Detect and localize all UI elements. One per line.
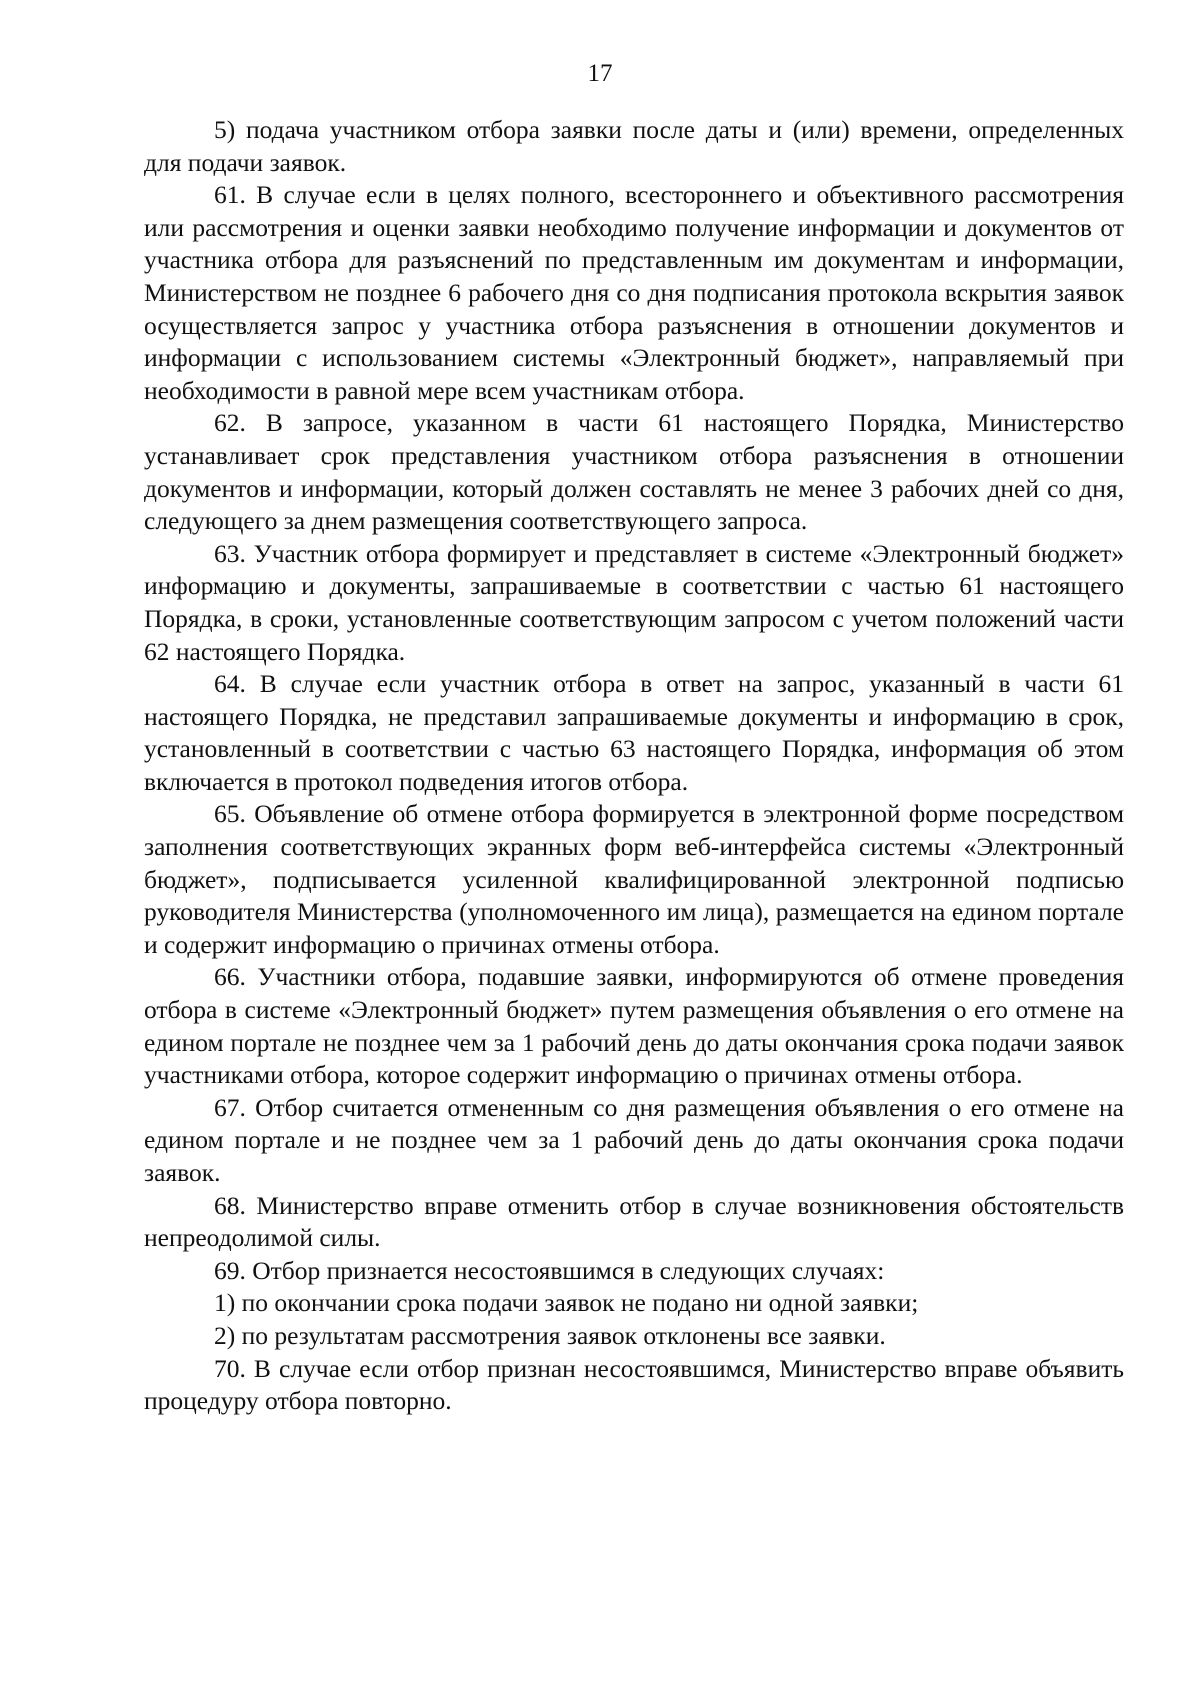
document-body — [144, 114, 1124, 1418]
paragraph-64: 64. В случае если участник отбора в ответ на запрос, указанный в части 61 настоящего Порядка, не представил запрашиваемые документы и информацию в срок, установленный в соответствии с частью 63 настоящего Порядка, информация об этом включается в протокол подведения итогов отбора. — [144, 669, 1124, 796]
paragraph-70: 70. В случае если отбор признан несостоявшимся, Министерство вправе объявить процедуру отбора повторно. — [144, 1353, 1124, 1416]
paragraph-69: 69. Отбор признается несостоявшимся в следующих случаях: — [214, 1255, 885, 1285]
paragraph-63: 63. Участник отбора формирует и представляет в системе «Электронный бюджет» информацию и документы, запрашиваемые в соответствии с частью 61 настоящего Порядка, в сроки, установленные соответствующим запросом с учетом положений части 62 настоящего Порядка. — [144, 538, 1124, 666]
paragraph-67: 67. Отбор считается отмененным со дня размещения объявления о его отмене на едином портале и не позднее чем за 1 рабочий день до даты окончания срока подачи заявок. — [144, 1092, 1124, 1187]
paragraph-69-item-1: 1) по окончании срока подачи заявок не подано ни одной заявки; — [214, 1288, 919, 1318]
paragraph-65: 65. Объявление об отмене отбора формируется в электронной форме посредством заполнения соответствующих экранных форм веб-интерфейса системы «Электронный бюджет», подписывается усиленной квалифицированной электронной подписью руководителя Министерства (уполномоченного им лица), размещается на едином портале и содержит информацию о причинах отмены отбора. — [144, 799, 1124, 959]
paragraph-69-item-2: 2) по результатам рассмотрения заявок отклонены все заявки. — [214, 1320, 886, 1350]
paragraph-62: 62. В запросе, указанном в части 61 настоящего Порядка, Министерство устанавливает срок представления участником отбора разъяснения в отношении документов и информации, который должен составлять не менее 3 рабочих дней со дня, следующего за днем размещения соответствующего запроса. — [144, 408, 1124, 536]
paragraph-68: 68. Министерство вправе отменить отбор в случае возникновения обстоятельств непреодолимой силы. — [144, 1190, 1124, 1253]
paragraph-item-5: 5) подача участником отбора заявки после даты и (или) времени, определенных для подачи заявок. — [144, 115, 1124, 177]
paragraph-61: 61. В случае если в целях полного, всестороннего и объективного рассмотрения или рассмотрения и оценки заявки необходимо получение информации и документов от участника отбора для разъяснений по представленным им документам и информации, Министерством не позднее 6 рабочего дня со дня подписания протокола вскрытия заявок осуществляется запрос у участника отбора разъяснения в отношении документов и информации с использованием системы «Электронный бюджет», направляемый при необходимости в равной мере всем участникам отбора. — [144, 180, 1124, 405]
paragraph-66: 66. Участники отбора, подавшие заявки, информируются об отмене проведения отбора в системе «Электронный бюджет» путем размещения объявления о его отмене на едином портале не позднее чем за 1 рабочий день до даты окончания срока подачи заявок участниками отбора, которое содержит информацию о причинах отмены отбора. — [144, 962, 1124, 1090]
page-number: 17 — [587, 60, 613, 87]
